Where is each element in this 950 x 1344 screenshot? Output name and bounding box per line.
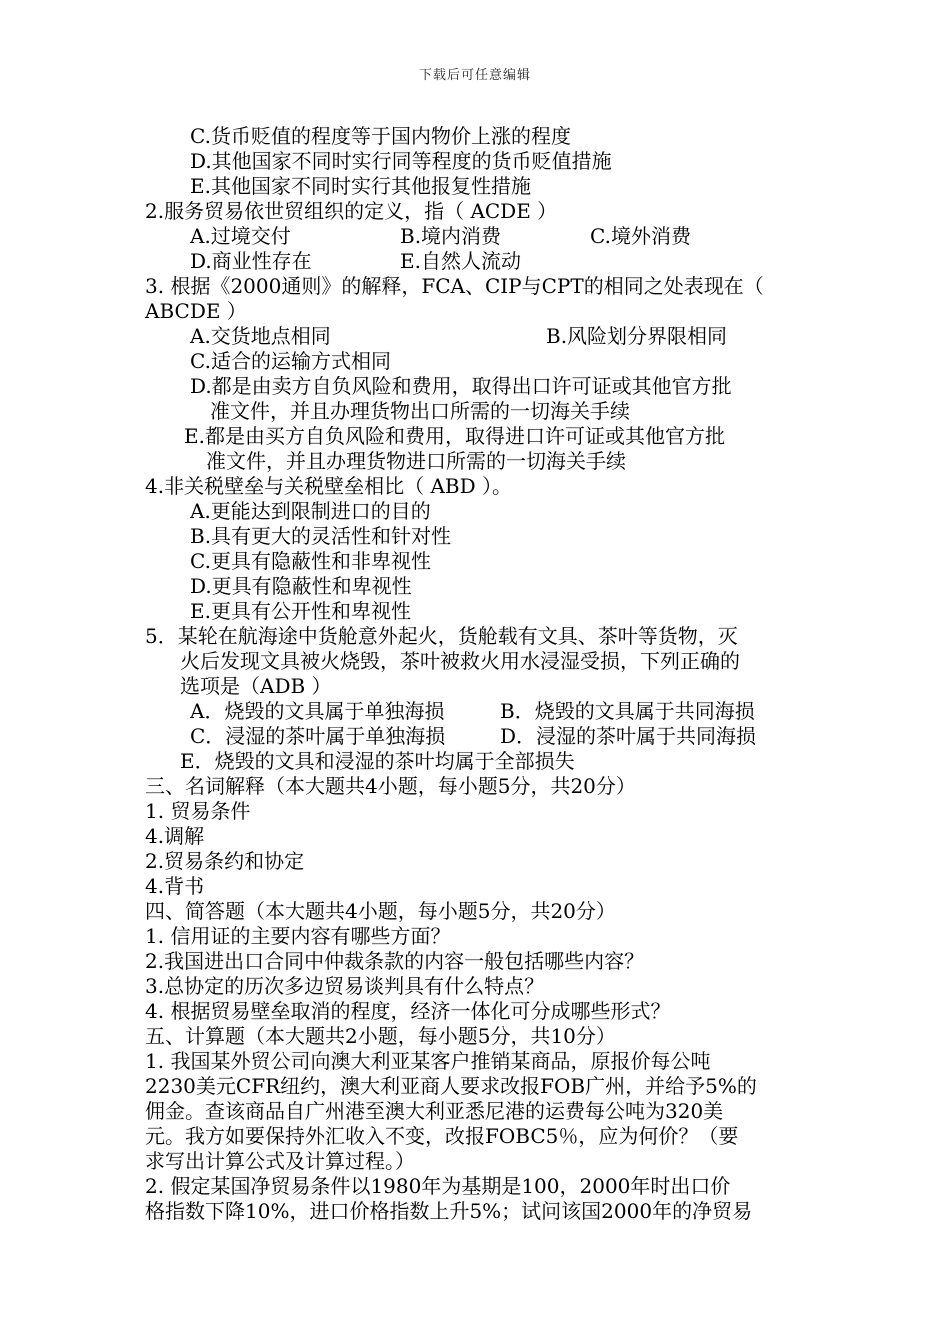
question-line: 2. 假定某国净贸易条件以1980年为基期是100，2000年时出口价 (145, 1174, 731, 1198)
question-line: 4.非关税壁垒与关税壁垒相比（ ABD ）。 (145, 474, 512, 498)
option-cell: A．烧毁的文具属于单独海损 (190, 699, 445, 723)
option-line: D.其他国家不同时实行同等程度的货币贬值措施 (190, 149, 612, 173)
option-line: B.具有更大的灵活性和针对性 (190, 524, 452, 548)
question-line: 2.贸易条约和协定 (145, 849, 305, 873)
question-line: 1. 信用证的主要内容有哪些方面？ (145, 924, 451, 948)
option-cell: D.商业性存在 (190, 249, 312, 273)
question-line: ABCDE ） (145, 299, 247, 323)
option-cell: C．浸湿的茶叶属于单独海损 (190, 724, 446, 748)
section-heading: 三、名词解释（本大题共4小题，每小题5分，共20分） (145, 774, 636, 798)
question-line: 2.服务贸易依世贸组织的定义，指（ ACDE ） (145, 199, 558, 223)
option-line: A.更能达到限制进口的目的 (190, 499, 431, 523)
question-line: 3.总协定的历次多边贸易谈判具有什么特点？ (145, 974, 545, 998)
option-cell: B.风险划分界限相同 (546, 324, 728, 348)
option-line: E.更具有公开性和卑视性 (190, 599, 411, 623)
question-line: 1. 贸易条件 (145, 799, 251, 823)
page-header: 下载后可任意编辑 (418, 68, 531, 83)
section-heading: 四、简答题（本大题共4小题，每小题5分，共20分） (145, 899, 616, 923)
question-line: 4.背书 (145, 874, 205, 898)
option-cell: A.交货地点相同 (190, 324, 331, 348)
question-line: 2230美元CFR纽约，澳大利亚商人要求改报FOB广州，并给予5%的 (145, 1074, 757, 1098)
question-line: 4. 根据贸易壁垒取消的程度，经济一体化可分成哪些形式？ (145, 999, 671, 1023)
question-line: 火后发现文具被火烧毁，茶叶被救火用水浸湿受损，下列正确的 (180, 649, 740, 673)
option-cell: B.境内消费 (400, 224, 502, 248)
option-line: C.适合的运输方式相同 (190, 349, 391, 373)
question-line: 求写出计算公式及计算过程。） (145, 1149, 415, 1173)
question-line: 佣金。查该商品自广州港至澳大利亚悉尼港的运费每公吨为320美 (145, 1099, 724, 1123)
question-line: 4.调解 (145, 824, 205, 848)
option-line: E.都是由买方自负风险和费用，取得进口许可证或其他官方批 (184, 424, 725, 448)
option-line: D.更具有隐蔽性和卑视性 (190, 574, 412, 598)
option-line: 准文件，并且办理货物出口所需的一切海关手续 (210, 399, 630, 423)
option-cell: D．浸湿的茶叶属于共同海损 (500, 724, 757, 748)
question-line: 1. 我国某外贸公司向澳大利亚某客户推销某商品，原报价每公吨 (145, 1049, 711, 1073)
option-line: 准文件，并且办理货物进口所需的一切海关手续 (206, 449, 626, 473)
option-line: C.货币贬值的程度等于国内物价上涨的程度 (190, 124, 571, 148)
option-cell: A.过境交付 (190, 224, 291, 248)
question-line: 2.我国进出口合同中仲裁条款的内容一般包括哪些内容？ (145, 949, 645, 973)
option-line: D.都是由卖方自负风险和费用，取得出口许可证或其他官方批 (190, 374, 732, 398)
question-line: 格指数下降10%，进口价格指数上升5%；试问该国2000年的净贸易 (145, 1199, 753, 1223)
option-cell: E.自然人流动 (400, 249, 521, 273)
section-heading: 五、计算题（本大题共2小题，每小题5分，共10分） (145, 1024, 616, 1048)
question-line: 5．某轮在航海途中货舱意外起火，货舱载有文具、茶叶等货物，灭 (145, 624, 738, 648)
question-line: 选项是（ADB ） (180, 674, 332, 698)
option-cell: C.境外消费 (590, 224, 691, 248)
question-line: 元。我方如要保持外汇收入不变，改报FOBC5％，应为何价？（要 (145, 1124, 739, 1148)
option-line: C.更具有隐蔽性和非卑视性 (190, 549, 431, 573)
option-line: E.其他国家不同时实行其他报复性措施 (190, 174, 531, 198)
question-line: 3. 根据《2000通则》的解释，FCA、CIP与CPT的相同之处表现在（ (145, 274, 764, 298)
option-cell: B．烧毁的文具属于共同海损 (500, 699, 755, 723)
option-line: E．烧毁的文具和浸湿的茶叶均属于全部损失 (180, 749, 575, 773)
